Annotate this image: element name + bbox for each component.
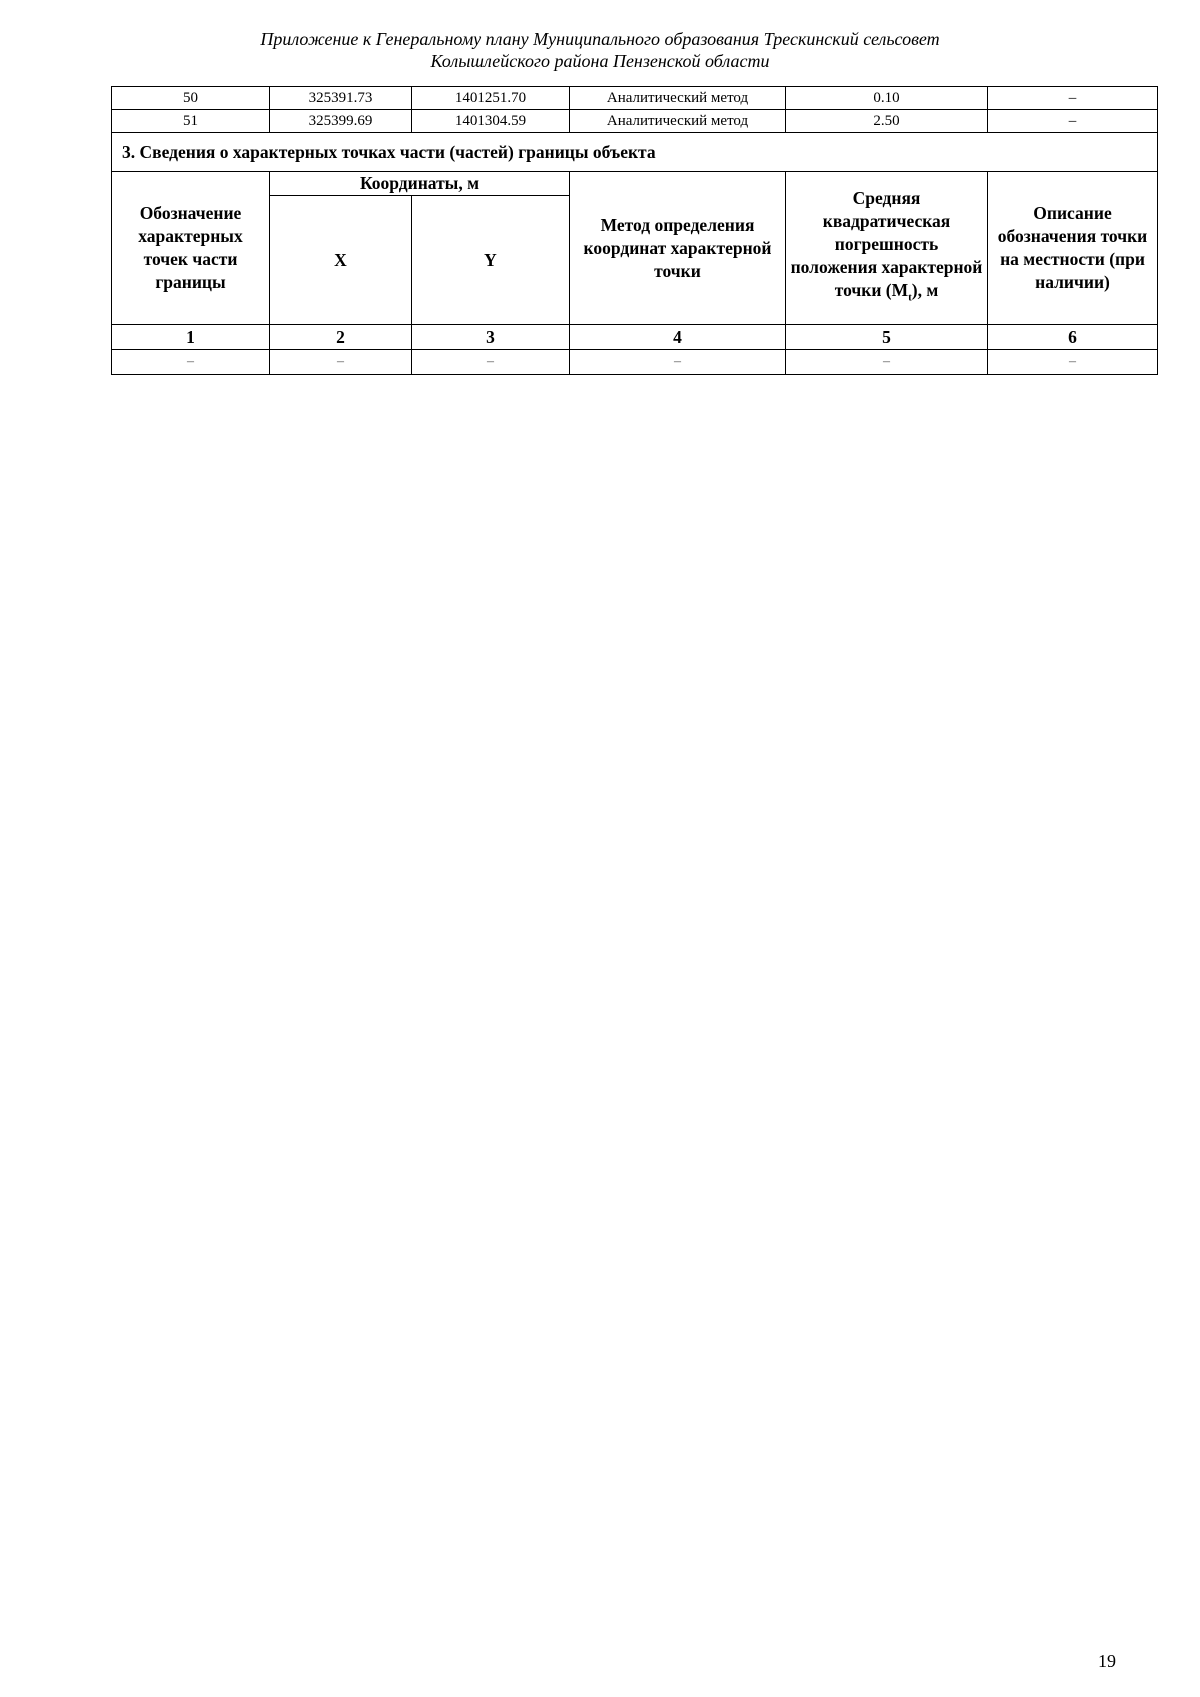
column-number: 1 — [112, 325, 270, 350]
error-cell: 0.10 — [786, 87, 988, 110]
empty-cell: – — [270, 350, 412, 375]
column-number: 5 — [786, 325, 988, 350]
section-title: 3. Сведения о характерных точках части (частей) границы объекта — [112, 133, 1158, 172]
column-number: 3 — [412, 325, 570, 350]
page-header — [0, 28, 1200, 72]
description-header: Описание обозначения точки на местности (при наличии) — [988, 172, 1158, 325]
empty-cell: – — [570, 350, 786, 375]
method-header: Метод определения координат характерной точки — [570, 172, 786, 325]
boundary-points-table — [111, 86, 1158, 375]
column-number: 2 — [270, 325, 412, 350]
error-cell: 2.50 — [786, 110, 988, 133]
column-numbers-row — [112, 325, 1158, 350]
column-number: 6 — [988, 325, 1158, 350]
table-row — [112, 110, 1158, 133]
coordinates-header: Координаты, м — [270, 172, 570, 196]
x-cell: 325399.69 — [270, 110, 412, 133]
x-header: X — [270, 196, 412, 325]
point-cell: 51 — [112, 110, 270, 133]
y-cell: 1401251.70 — [412, 87, 570, 110]
column-number: 4 — [570, 325, 786, 350]
y-header: Y — [412, 196, 570, 325]
section-row — [112, 133, 1158, 172]
empty-cell: – — [988, 350, 1158, 375]
x-cell: 325391.73 — [270, 87, 412, 110]
page-number: 19 — [1098, 1651, 1116, 1671]
empty-cell: – — [786, 350, 988, 375]
method-cell: Аналитический метод — [570, 110, 786, 133]
empty-cell: – — [412, 350, 570, 375]
empty-cell: – — [112, 350, 270, 375]
error-header: Средняя квадратическая погрешность положения характерной точки $(M_t)$, м — [786, 172, 988, 325]
header-line-1: Приложение к Генеральному плану Муниципального образования Трескинский сельсовет — [260, 29, 940, 49]
header-line-2: Колышлейского района Пензенской области — [430, 51, 770, 71]
table-row — [112, 350, 1158, 375]
designation-header: Обозначение характерных точек части границы — [112, 172, 270, 325]
header-row — [112, 172, 1158, 196]
description-cell: – — [988, 87, 1158, 110]
table-row — [112, 87, 1158, 110]
point-cell: 50 — [112, 87, 270, 110]
method-cell: Аналитический метод — [570, 87, 786, 110]
description-cell: – — [988, 110, 1158, 133]
y-cell: 1401304.59 — [412, 110, 570, 133]
